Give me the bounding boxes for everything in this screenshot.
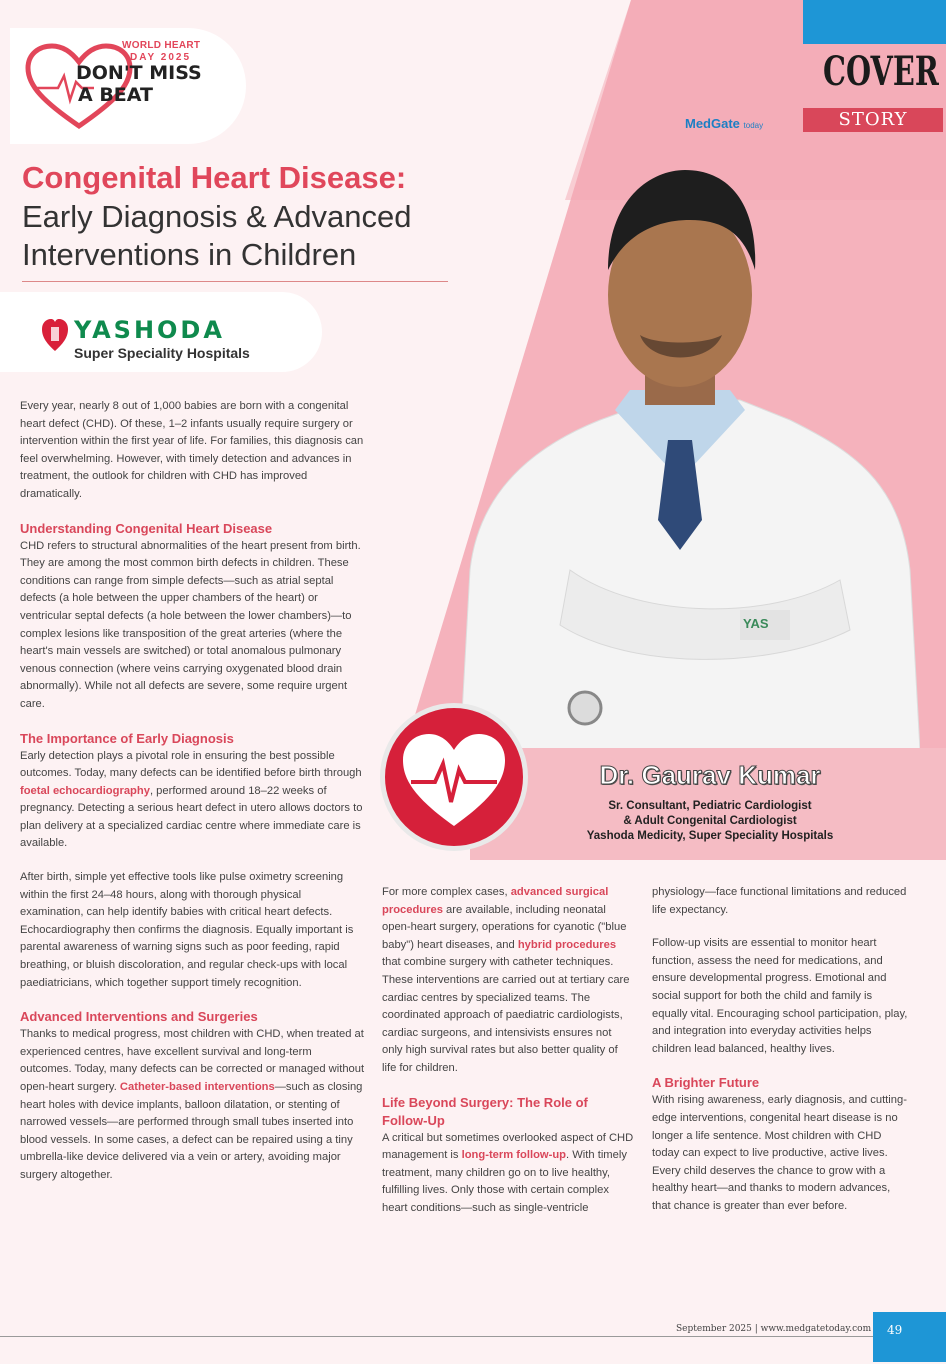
understanding-paragraph: CHD refers to structural abnormalities of the heart present from birth. They are among the most common birth defects in children. These conditions can range from simple defects—such as atrial septal defects (a hole between the upper chambers of the heart) or ventricular septal defects (a hole between the lower chambers)—to complex lesions like transposition of the great arteries (where the heart's main vessels are switched) or total anomalous pulmonary venous connection (where veins carrying oxygenated blood drain abnormally). While not all defects are severe, some require urgent care. — [20, 539, 361, 710]
article-title: Congenital Heart Disease: — [22, 160, 407, 195]
follow-up-visits-paragraph: Follow-up visits are essential to monitor heart function, assess the need for medications, and ensure developmental progress. Emotional and social support for both the child and family is equally vital. Encouraging school participation, play, and integration into everyday activities helps children lead balanced, healthy lives. — [652, 937, 908, 1055]
world-heart-day-badge — [10, 28, 246, 144]
doctor-photo — [440, 150, 920, 750]
physiology-paragraph: physiology—face functional limitations and reduced life expectancy. — [652, 886, 907, 916]
title-divider — [22, 281, 448, 282]
doctor-title-2: & Adult Congenital Cardiologist — [623, 815, 797, 827]
footer-rule — [0, 1336, 946, 1337]
badge-line2: DAY 2025 — [130, 52, 192, 63]
interventions-paragraph: Thanks to medical progress, most children with CHD, when treated at experienced centres, have excellent survival and long-term outcomes. Today, many defects can be corrected or managed without open-heart surgery. Catheter-based interventions—such as closing heart holes with device implants, balloon dilatation, or stenting of narrowed vessels—are performed through small tubes inserted into blood vessels. In some cases, a defect can be repaired using a tiny umbrella-like device delivered via a vein or artery, avoiding major surgery altogether. — [20, 1028, 365, 1181]
article-subtitle: Early Diagnosis & Advanced Interventions in Children — [22, 199, 412, 272]
column-1 — [20, 398, 366, 1195]
hospital-logo — [0, 292, 322, 372]
badge-line1: WORLD HEART — [122, 40, 201, 51]
section-label: COVER — [823, 48, 939, 95]
section-heading-brighter-future: A Brighter Future — [652, 1075, 760, 1091]
footer-text: September 2025 | www.medgatetoday.com — [676, 1324, 872, 1334]
column-3 — [652, 884, 910, 1226]
brighter-future-paragraph: With rising awareness, early diagnosis, and cutting-edge interventions, congenital heart disease is no longer a life sentence. Most children with CHD today can expect to live productive, active lives. Every child deserves the chance to grow with a healthy heart—and thanks to modern advances, that chance is greater than ever before. — [652, 1094, 907, 1212]
follow-up-paragraph: A critical but sometimes overlooked aspect of CHD management is long-term follow-up. With timely treatment, many children go on to live healthy, fulfilling lives. Only those with certain complex heart conditions—such as single-ventricle — [382, 1131, 634, 1214]
top-blue-bar — [803, 0, 946, 44]
intro-paragraph: Every year, nearly 8 out of 1,000 babies are born with a congenital heart defect (CHD). Of these, 1–2 infants usually require surgery or intervention within the first year of life. For families, this diagnosis can feel overwhelming. However, with timely detection and advances in treatment, the outlook for children with CHD has improved dramatically. — [20, 400, 364, 500]
hospital-heart-icon — [42, 318, 68, 352]
section-heading-early-diagnosis: The Importance of Early Diagnosis — [20, 730, 234, 746]
section-heading-interventions: Advanced Interventions and Surgeries — [20, 1009, 258, 1025]
section-sublabel: STORY — [803, 108, 943, 132]
brand-sub: today — [743, 121, 764, 130]
hospital-sub: Super Speciality Hospitals — [74, 345, 250, 361]
page-number: 49 — [873, 1312, 946, 1362]
badge-line4: A BEAT — [78, 84, 153, 106]
brand-name: MedGate — [685, 116, 740, 131]
heart-pulse-icon — [385, 708, 523, 846]
doctor-name: Dr. Gaurav Kumar — [599, 760, 821, 790]
section-heading-follow-up: Life Beyond Surgery: The Role of Follow-Up — [382, 1094, 588, 1128]
badge-line3: DON'T MISS — [76, 62, 202, 84]
doctor-title-3: Yashoda Medicity, Super Speciality Hospitals — [586, 830, 834, 842]
column-2 — [382, 884, 634, 1228]
coat-logo: YAS — [743, 616, 769, 631]
section-heading-understanding: Understanding Congenital Heart Disease — [20, 520, 273, 536]
heart-emblem — [380, 703, 528, 851]
doctor-title-1: Sr. Consultant, Pediatric Cardiologist — [608, 800, 812, 812]
early-diagnosis-paragraph-2: After birth, simple yet effective tools like pulse oximetry screening within the first 24–48 hours, along with thorough physical examination, can help identify babies with critical heart defects. Echocardiography then confirms the diagnosis. Equally important is parental awareness of warning signs such as poor feeding, rapid breathing, or bluish discoloration, and regular check-ups with local paediatricians, which together support timely recognition. — [20, 871, 354, 989]
complex-cases-paragraph: For more complex cases, advanced surgical procedures are available, including neonatal open-heart surgery, operations for cyanotic ("blue baby") heart diseases, and hybrid procedures that combine surgery with catheter techniques. These interventions are carried out at tertiary care cardiac centres by specialized teams. The coordinated approach of paediatric cardiologists, cardiac surgeons, and intensivists ensures not only high survival rates but also better quality of life for children. — [382, 886, 630, 1074]
early-diagnosis-paragraph-1: Early detection plays a pivotal role in ensuring the best possible outcomes. Today, many defects can be identified before birth through foetal echocardiography, performed around 18–22 weeks of pregnancy. Detecting a serious heart defect in utero allows doctors to plan delivery at a specialized cardiac centre where immediate care is available. — [20, 749, 363, 850]
brand-logo — [685, 116, 763, 131]
hospital-name: YASHODA — [74, 316, 225, 344]
